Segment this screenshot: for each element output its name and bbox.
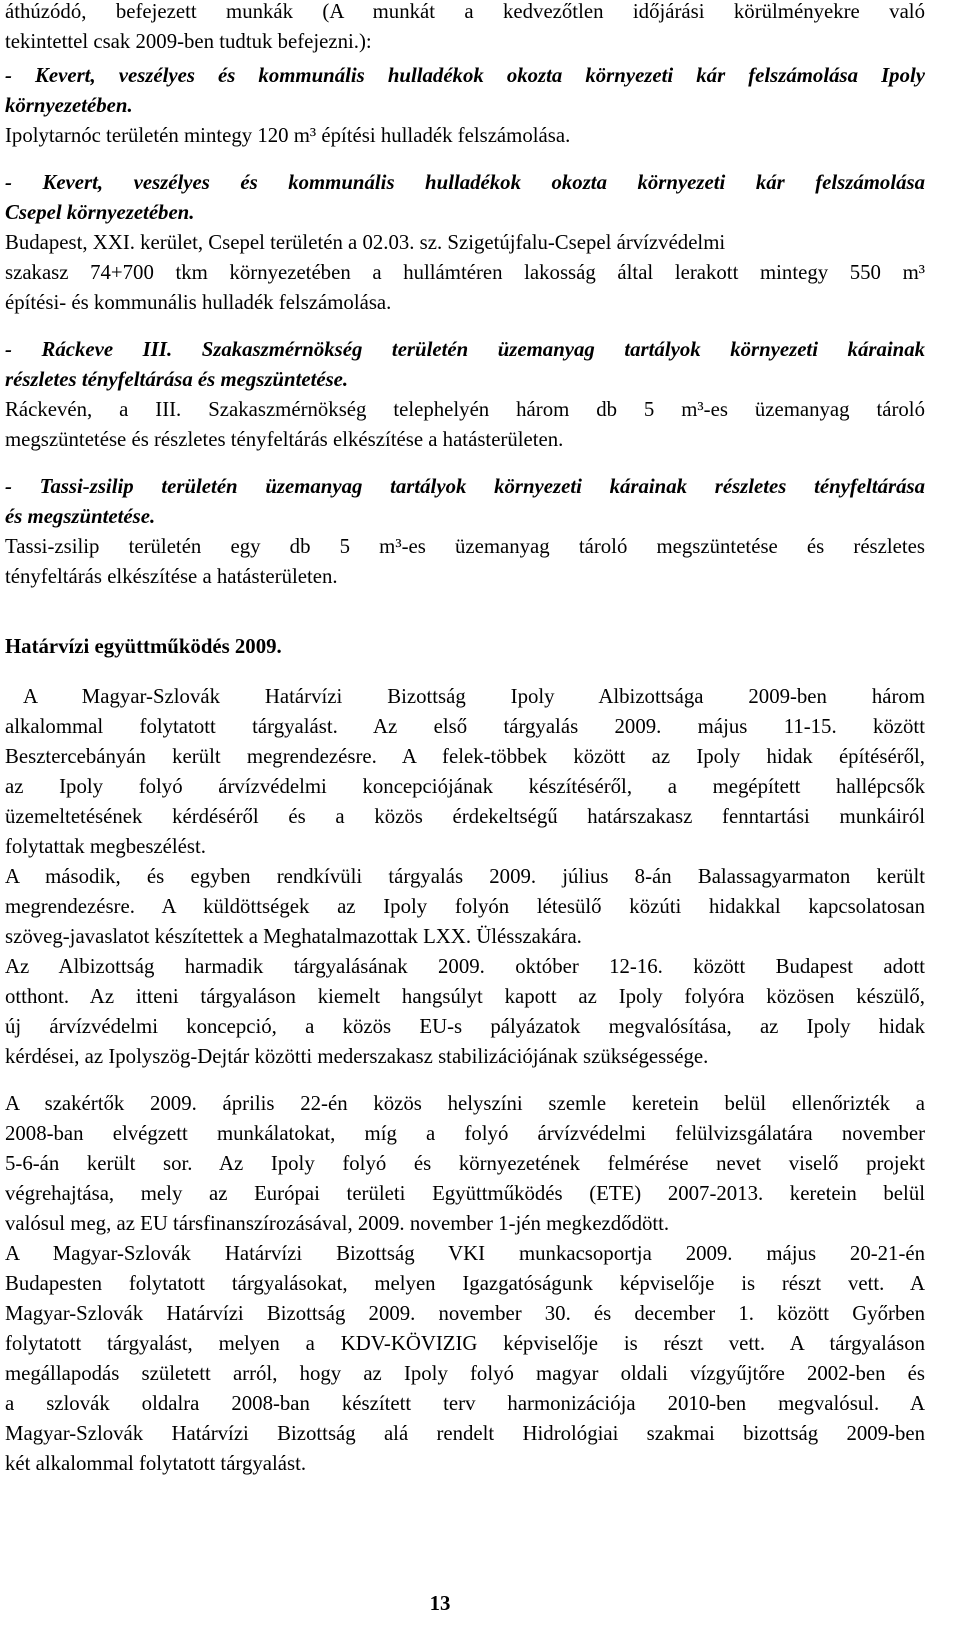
text-line: az Ipoly folyó árvízvédelmi koncepciójának készítéséről, a megépített hallépcsők <box>5 775 925 798</box>
text-line: A szakértők 2009. április 22-én közös helyszíni szemle keretein belül ellenőrizték a <box>5 1092 925 1115</box>
text-line: két alkalommal folytatott tárgyalást. <box>5 1452 307 1475</box>
text-line: tekintettel csak 2009-ben tudtuk befejezni.): <box>5 30 372 53</box>
text-line: Magyar-Szlovák Határvízi Bizottság 2009. november 30. és december 1. között Győrben <box>5 1302 925 1325</box>
text-line: Budapesten folytatott tárgyalásokat, melyen Igazgatóságunk képviselője is részt vett. A <box>5 1272 925 1295</box>
text-line: - Kevert, veszélyes és kommunális hulladékok okozta környezeti kár felszámolása Ipoly <box>5 64 925 87</box>
text-line: szakasz 74+700 tkm környezetében a hullámtéren lakosság által lerakott mintegy 550 m³ <box>5 261 925 284</box>
text-line: alkalommal folytatott tárgyalást. Az első tárgyalás 2009. május 11-15. között <box>5 715 925 738</box>
text-line: Tassi-zsilip területén egy db 5 m³-es üzemanyag tároló megszüntetése és részletes <box>5 535 925 558</box>
text-line: üzemeltetésének kérdéséről és a közös érdekeltségű határszakasz fenntartási munkáiról <box>5 805 925 828</box>
text-line: A második, és egyben rendkívüli tárgyalás 2009. július 8-án Balassagyarmaton került <box>5 865 925 888</box>
text-line: otthont. Az itteni tárgyaláson kiemelt hangsúlyt kapott az Ipoly folyóra közösen készülő, <box>5 985 925 1008</box>
text-line: A Magyar-Szlovák Határvízi Bizottság VKI munkacsoportja 2009. május 20-21-én <box>5 1242 925 1265</box>
text-line: tényfeltárás elkészítése a hatásterületen. <box>5 565 338 588</box>
text-line: - Tassi-zsilip területén üzemanyag tartályok környezeti kárainak részletes tényfeltárása <box>5 475 925 498</box>
text-line: megállapodás született arról, hogy az Ipoly folyó magyar oldali vízgyűjtőre 2002-ben és <box>5 1362 925 1385</box>
text-line: folytattak megbeszélést. <box>5 835 206 858</box>
text-line: Magyar-Szlovák Határvízi Bizottság alá rendelt Hidrológiai szakmai bizottság 2009-ben <box>5 1422 925 1445</box>
text-line: Határvízi együttműködés 2009. <box>5 635 282 658</box>
text-line: A Magyar-Szlovák Határvízi Bizottság Ipoly Albizottsága 2009-ben három <box>23 685 925 708</box>
text-line: szöveg-javaslatot készítettek a Meghatalmazottak LXX. Ülésszakára. <box>5 925 582 948</box>
text-line: kérdései, az Ipolyszög-Dejtár közötti mederszakasz stabilizációjának szükségessége. <box>5 1045 709 1068</box>
text-line: részletes tényfeltárása és megszüntetése. <box>5 368 349 391</box>
text-line: - Ráckeve III. Szakaszmérnökség területén üzemanyag tartályok környezeti kárainak <box>5 338 925 361</box>
text-line: új árvízvédelmi koncepció, a közös EU-s pályázatok megvalósítása, az Ipoly hidak <box>5 1015 925 1038</box>
text-line: Budapest, XXI. kerület, Csepel területén a 02.03. sz. Szigetújfalu-Csepel árvízvédelmi <box>5 231 726 254</box>
text-line: 5-6-án került sor. Az Ipoly folyó és környezetének felmérése nevet viselő projekt <box>5 1152 925 1175</box>
text-line: építési- és kommunális hulladék felszámolása. <box>5 291 392 314</box>
text-line: Csepel környezetében. <box>5 201 195 224</box>
text-line: és megszüntetése. <box>5 505 156 528</box>
text-line: végrehajtása, mely az Európai területi Együttműködés (ETE) 2007-2013. keretein belül <box>5 1182 925 1205</box>
text-line: 2008-ban elvégzett munkálatokat, míg a folyó árvízvédelmi felülvizsgálatára november <box>5 1122 925 1145</box>
text-line: áthúzódó, befejezett munkák (A munkát a kedvezőtlen időjárási körülményekre való <box>5 0 925 23</box>
page-number: 13 <box>429 1592 451 1615</box>
text-line: megrendezésre. A küldöttségek az Ipoly folyón létesülő közúti hidakkal kapcsolatosan <box>5 895 925 918</box>
text-line: Besztercebányán került megrendezésre. A felek-többek között az Ipoly hidak építéséről, <box>5 745 925 768</box>
text-line: folytatott tárgyalást, melyen a KDV-KÖVIZIG képviselője is részt vett. A tárgyaláson <box>5 1332 925 1355</box>
text-line: Ipolytarnóc területén mintegy 120 m³ építési hulladék felszámolása. <box>5 124 571 147</box>
text-line: környezetében. <box>5 94 133 117</box>
text-line: Ráckevén, a III. Szakaszmérnökség telephelyén három db 5 m³-es üzemanyag tároló <box>5 398 925 421</box>
text-line: megszüntetése és részletes tényfeltárás elkészítése a hatásterületen. <box>5 428 564 451</box>
text-line: valósul meg, az EU társfinanszírozásával, 2009. november 1-jén megkezdődött. <box>5 1212 670 1235</box>
text-line: Az Albizottság harmadik tárgyalásának 2009. október 12-16. között Budapest adott <box>5 955 925 978</box>
text-line: a szlovák oldalra 2008-ban készített terv harmonizációja 2010-ben megvalósul. A <box>5 1392 925 1415</box>
text-line: - Kevert, veszélyes és kommunális hulladékok okozta környezeti kár felszámolása <box>5 171 925 194</box>
